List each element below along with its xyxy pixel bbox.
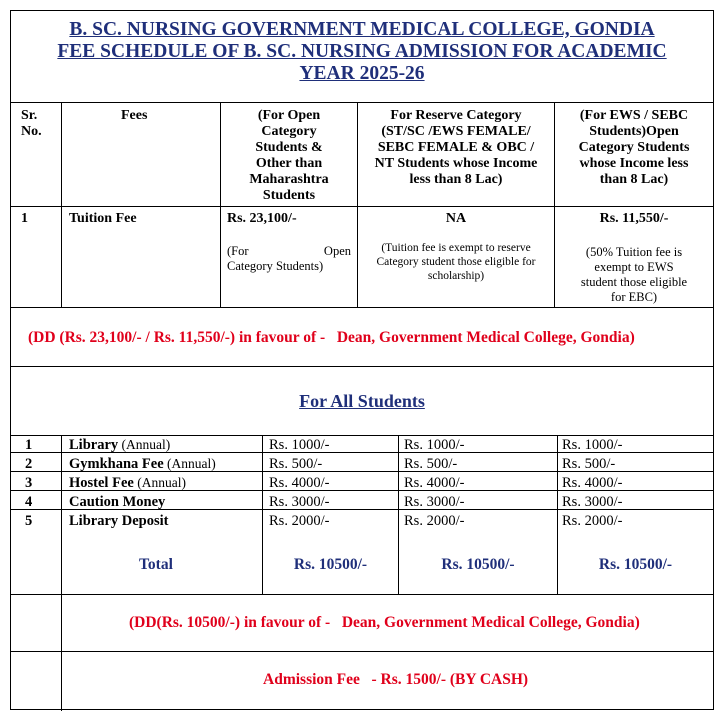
row-reserve-amount: Rs. 2000/-: [404, 513, 465, 529]
row-sr: 3: [25, 475, 33, 491]
divider: [11, 651, 713, 652]
row-ews-amount: Rs. 3000/-: [562, 494, 623, 510]
tuition-sr: 1: [21, 211, 28, 226]
divider: [11, 307, 713, 308]
row-open-amount: Rs. 2000/-: [269, 513, 330, 529]
header-ews-category: (For EWS / SEBC Students)Open Category Students whose Income less than 8 Lac): [578, 108, 690, 187]
fee-schedule-document: [10, 10, 714, 710]
row-ews-amount: Rs. 4000/-: [562, 475, 623, 491]
header-open-category: (For Open Category Students & Other than Maharashtra Students: [249, 108, 329, 203]
total-open: Rs. 10500/-: [293, 556, 368, 573]
divider: [11, 594, 713, 595]
row-open-amount: Rs. 3000/-: [269, 494, 330, 510]
row-sr: 2: [25, 456, 33, 472]
divider: [11, 102, 713, 103]
row-label: Gymkhana Fee (Annual): [69, 456, 216, 472]
row-sr: 5: [25, 513, 33, 529]
tuition-open-amount: Rs. 23,100/-: [227, 211, 297, 226]
header-fees: Fees: [121, 108, 148, 123]
row-reserve-amount: Rs. 500/-: [404, 456, 458, 472]
divider: [11, 366, 713, 367]
tuition-reserve-amount: NA: [445, 211, 467, 226]
tuition-label: Tuition Fee: [69, 211, 137, 226]
header-line-3: YEAR 2025-26: [299, 63, 425, 84]
col-divider: [61, 102, 62, 308]
row-open-amount: Rs. 4000/-: [269, 475, 330, 491]
row-ews-amount: Rs. 500/-: [562, 456, 616, 472]
col-divider: [61, 435, 62, 711]
row-ews-amount: Rs. 1000/-: [562, 437, 623, 453]
row-reserve-amount: Rs. 4000/-: [404, 475, 465, 491]
row-label: Library (Annual): [69, 437, 171, 453]
admission-fee-note: Admission Fee - Rs. 1500/- (BY CASH): [263, 671, 529, 688]
row-ews-amount: Rs. 2000/-: [562, 513, 623, 529]
tuition-open-note: (For Open Category Students): [227, 244, 351, 273]
row-open-amount: Rs. 500/-: [269, 456, 323, 472]
total-ews: Rs. 10500/-: [598, 556, 673, 573]
tuition-ews-amount: Rs. 11,550/-: [599, 211, 669, 226]
all-students-title: For All Students: [299, 391, 425, 411]
dd-all-note: (DD(Rs. 10500/-) in favour of - Dean, Government Medical College, Gondia): [129, 614, 640, 631]
header-sr: Sr. No.: [21, 108, 42, 139]
dd-tuition-note: (DD (Rs. 23,100/- / Rs. 11,550/-) in favour of - Dean, Government Medical College, Gondia): [28, 329, 635, 346]
tuition-ews-note: (50% Tuition fee is exempt to EWS student those eligible for EBC): [580, 245, 688, 304]
total-reserve: Rs. 10500/-: [441, 556, 515, 573]
header-line-1: B. SC. NURSING GOVERNMENT MEDICAL COLLEGE, GONDIA: [69, 19, 655, 40]
total-label: Total: [139, 556, 173, 573]
document-header: [11, 11, 713, 103]
divider: [11, 206, 713, 207]
row-open-amount: Rs. 1000/-: [269, 437, 330, 453]
tuition-reserve-note: (Tuition fee is exempt to reserve Category student those eligible for scholarship): [376, 242, 536, 282]
row-sr: 4: [25, 494, 33, 510]
header-reserve-category: For Reserve Category (ST/SC /EWS FEMALE/ SEBC FEMALE & OBC / NT Students whose Income less than 8 Lac): [374, 108, 538, 187]
row-label: Caution Money: [69, 494, 166, 510]
row-reserve-amount: Rs. 1000/-: [404, 437, 465, 453]
header-line-2: FEE SCHEDULE OF B. SC. NURSING ADMISSION FOR ACADEMIC: [57, 41, 667, 62]
row-label: Library Deposit: [69, 513, 169, 529]
row-sr: 1: [25, 437, 33, 453]
row-reserve-amount: Rs. 3000/-: [404, 494, 465, 510]
row-label: Hostel Fee (Annual): [69, 475, 186, 491]
